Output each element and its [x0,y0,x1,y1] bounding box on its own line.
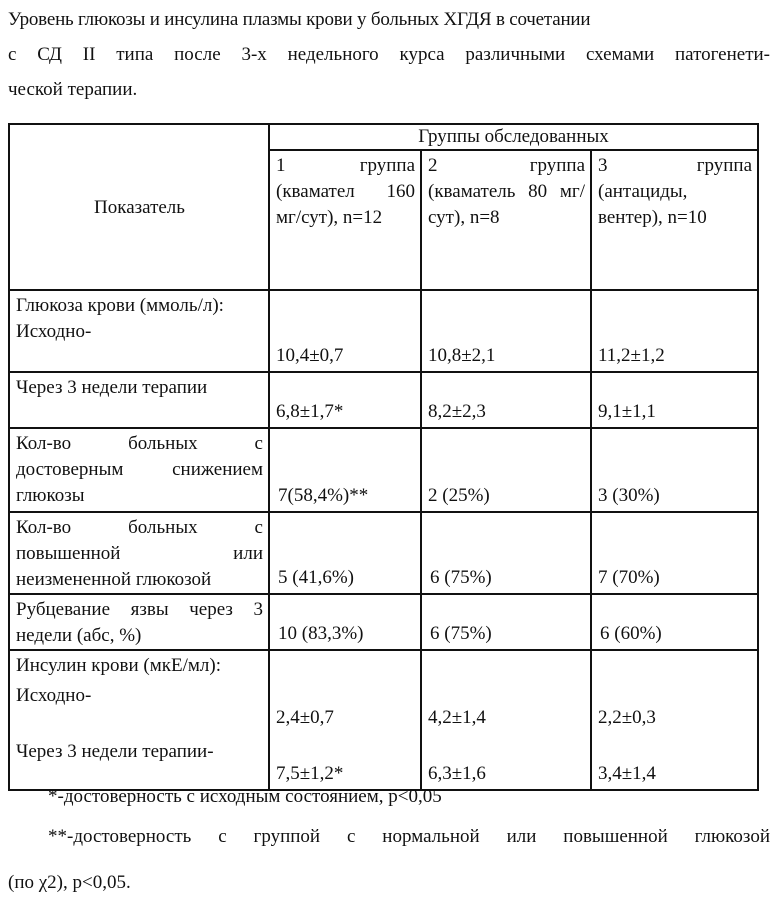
reduced-g1: 7(58,4%)** [269,428,421,512]
table-row [9,650,758,790]
reduced-g3: 3 (30%) [591,428,758,512]
caption-line-1: Уровень глюкозы и инсулина плазмы крови у больных ХГДЯ в сочетании [8,9,591,30]
insulin-g1-cell [269,650,421,790]
scar-g3: 6 (60%) [591,594,758,650]
group2-header: 2 группа (кваматель 80 мг/сут), n=8 [421,150,591,290]
glucose-3w-g2: 8,2±2,3 [421,372,591,428]
insulin-initial-g3: 2,2±0,3 [598,707,656,728]
scar-label: Рубцевание язвы через 3 недели (абс, %) [9,594,269,650]
insulin-g3-cell [591,650,758,790]
insulin-initial-label: Исходно- [16,685,92,706]
groups-header: Группы обследованных [269,124,758,150]
footnote-2: **-достоверность с группой с нормальной или повышенной глюкозой [48,826,770,847]
footnote-1: *-достоверность с исходным состоянием, p<0,05 [48,786,442,807]
insulin-initial-g1: 2,4±0,7 [276,707,334,728]
group1-header: 1 группа (квамател 160 мг/сут), n=12 [269,150,421,290]
caption [8,2,770,107]
insulin-cell [9,650,269,790]
insulin-3w-g1: 7,5±1,2* [276,763,344,784]
insulin-initial-g2: 4,2±1,4 [428,707,486,728]
glucose-initial-g2: 10,8±2,1 [421,290,591,372]
glucose-3w-g3: 9,1±1,1 [591,372,758,428]
glucose-3w-g1: 6,8±1,7* [269,372,421,428]
group3-header: 3 группа (антациды, вентер), n=10 [591,150,758,290]
table-row [9,290,758,372]
elevated-g2: 6 (75%) [421,512,591,594]
caption-line-2: с СД II типа после 3-х недельного курса различными схемами патогенети- [8,44,770,65]
glucose-initial-label: Исходно- [16,321,92,342]
caption-line-3: ческой терапии. [8,79,138,100]
insulin-g2-cell [421,650,591,790]
table-row [9,512,758,594]
indicator-header: Показатель [9,124,269,290]
glucose-label: Глюкоза крови (ммоль/л): [16,295,224,316]
glucose-cell [9,290,269,372]
results-table [8,123,759,791]
table-header-row [9,124,758,150]
reduced-label: Кол-во больных с достоверным снижением глюкозы [9,428,269,512]
insulin-3w-g2: 6,3±1,6 [428,763,486,784]
table-row [9,372,758,428]
glucose-3w-label: Через 3 недели терапии [9,372,269,428]
insulin-label: Инсулин крови (мкЕ/мл): [16,655,222,676]
scar-g1: 10 (83,3%) [269,594,421,650]
insulin-3w-label: Через 3 недели терапии- [16,741,214,762]
table-row [9,428,758,512]
footnote-3: (по χ2), p<0,05. [8,872,131,893]
glucose-initial-g3: 11,2±1,2 [591,290,758,372]
elevated-g3: 7 (70%) [591,512,758,594]
scar-g2: 6 (75%) [421,594,591,650]
reduced-g2: 2 (25%) [421,428,591,512]
table-row [9,594,758,650]
elevated-label: Кол-во больных с повышенной или неизмененной глюкозой [9,512,269,594]
glucose-initial-g1: 10,4±0,7 [269,290,421,372]
elevated-g1: 5 (41,6%) [269,512,421,594]
insulin-3w-g3: 3,4±1,4 [598,763,656,784]
